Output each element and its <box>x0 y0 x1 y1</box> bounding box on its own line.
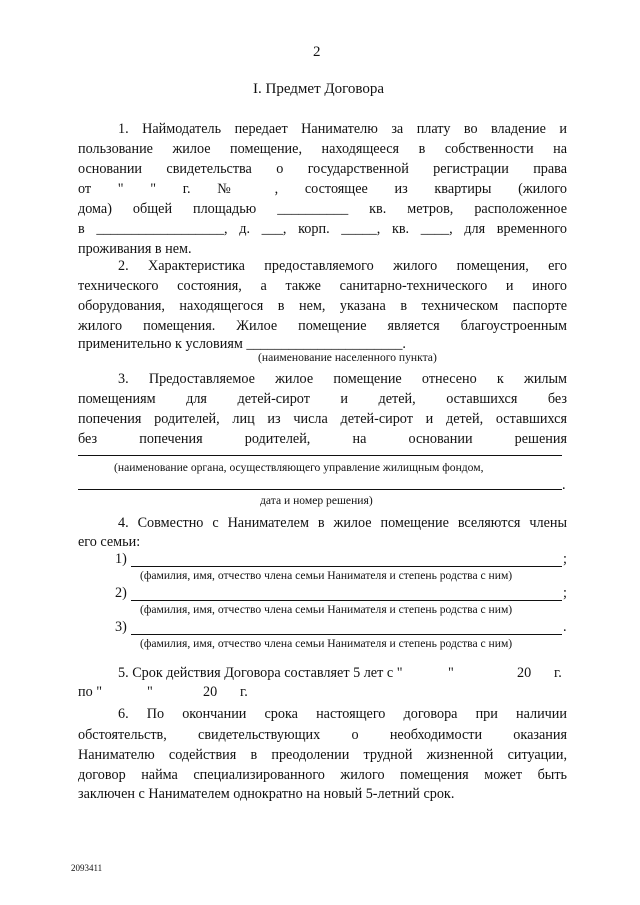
p5-line-2-g: г. <box>240 684 248 700</box>
p3-line: без попечения родителей, на основании решения <box>78 431 567 447</box>
p6-line: Нанимателю содействия в преодолении трудной жизненной ситуации, <box>78 747 567 763</box>
footer-code: 2093411 <box>71 863 103 873</box>
p2-line: технического состояния, а также санитарно-технического и иного <box>78 278 567 294</box>
p4-line: его семьи: <box>78 534 141 550</box>
p6-line: обстоятельств, свидетельствующих о необходимости оказания <box>78 727 567 743</box>
p3-line: помещениям для детей-сирот и детей, оставшихся без <box>78 391 567 407</box>
p3-caption-1: (наименование органа, осуществляющего управление жилищным фондом, <box>114 461 484 474</box>
p3-fill-line-2 <box>78 489 562 490</box>
family-member-caption: (фамилия, имя, отчество члена семьи Нанимателя и степень родства с ним) <box>140 603 513 616</box>
p3-line: попечения родителей, лиц из числа детей-сирот и детей, оставшихся <box>78 411 567 427</box>
p2-line: применительно к условиям ______________________. <box>78 336 406 352</box>
family-member-caption: (фамилия, имя, отчество члена семьи Нанимателя и степень родства с ним) <box>140 637 513 650</box>
p5-line-2-text: по " <box>78 684 103 700</box>
family-member-number: 2) <box>115 585 127 601</box>
p6-line: заключен с Нанимателем однократно на новый 5-летний срок. <box>78 786 455 802</box>
family-member-end: . <box>563 619 567 635</box>
p1-line <box>78 179 567 199</box>
family-member-fill-line <box>131 566 562 567</box>
family-member-end: ; <box>563 585 567 601</box>
p4-line: 4. Совместно с Нанимателем в жилое помещение вселяются члены <box>118 515 567 531</box>
p2-line: 2. Характеристика предоставляемого жилого помещения, его <box>118 258 567 274</box>
family-member-fill-line <box>131 634 562 635</box>
p5-line-1-year: 20 <box>517 665 532 681</box>
family-member-number: 3) <box>115 619 127 635</box>
p1-line: дома) общей площадью __________ кв. метров, расположенное <box>78 201 567 217</box>
p3-line-2-end: . <box>562 477 566 493</box>
p5-line-2-year: 20 <box>203 684 218 700</box>
p5-line-1-quote: " <box>448 665 454 681</box>
p1-line: пользование жилое помещение, находящееся в собственности на <box>78 141 567 157</box>
p1-line: 1. Наймодатель передает Нанимателю за плату во владение и <box>118 121 567 137</box>
p1-line: проживания в нем. <box>78 241 192 257</box>
p1-line: основании свидетельства о государственной регистрации права <box>78 161 567 177</box>
family-member-caption: (фамилия, имя, отчество члена семьи Нанимателя и степень родства с ним) <box>140 569 513 582</box>
p5-line-1-g: г. <box>554 665 562 681</box>
p5-line-1-text: 5. Срок действия Договора составляет 5 лет с " <box>118 665 403 681</box>
section-title: I. Предмет Договора <box>253 81 385 97</box>
p3-line: 3. Предоставляемое жилое помещение отнесено к жилым <box>118 371 567 387</box>
p6-line: 6. По окончании срока настоящего договора при наличии <box>118 706 567 722</box>
p2-caption: (наименование населенного пункта) <box>258 351 437 364</box>
family-member-end: ; <box>563 551 567 567</box>
page-number: 2 <box>313 44 321 60</box>
p2-line: оборудования, находящегося в нем, указана в техническом паспорте <box>78 298 567 314</box>
p3-caption-2: дата и номер решения) <box>260 494 373 507</box>
family-member-number: 1) <box>115 551 127 567</box>
family-member-fill-line <box>131 600 562 601</box>
p3-fill-line-1 <box>78 455 562 456</box>
p2-line: жилого помещения. Жилое помещение является благоустроенным <box>78 318 567 334</box>
p6-line: договор найма специализированного жилого помещения может быть <box>78 767 567 783</box>
p1-line-4-text: от " " г. № , состоящее из квартиры (жилого <box>78 181 567 197</box>
p1-line: в __________________, д. ___, корп. _____, кв. ____, для временного <box>78 221 567 237</box>
p5-line-2-quote: " <box>147 684 153 700</box>
